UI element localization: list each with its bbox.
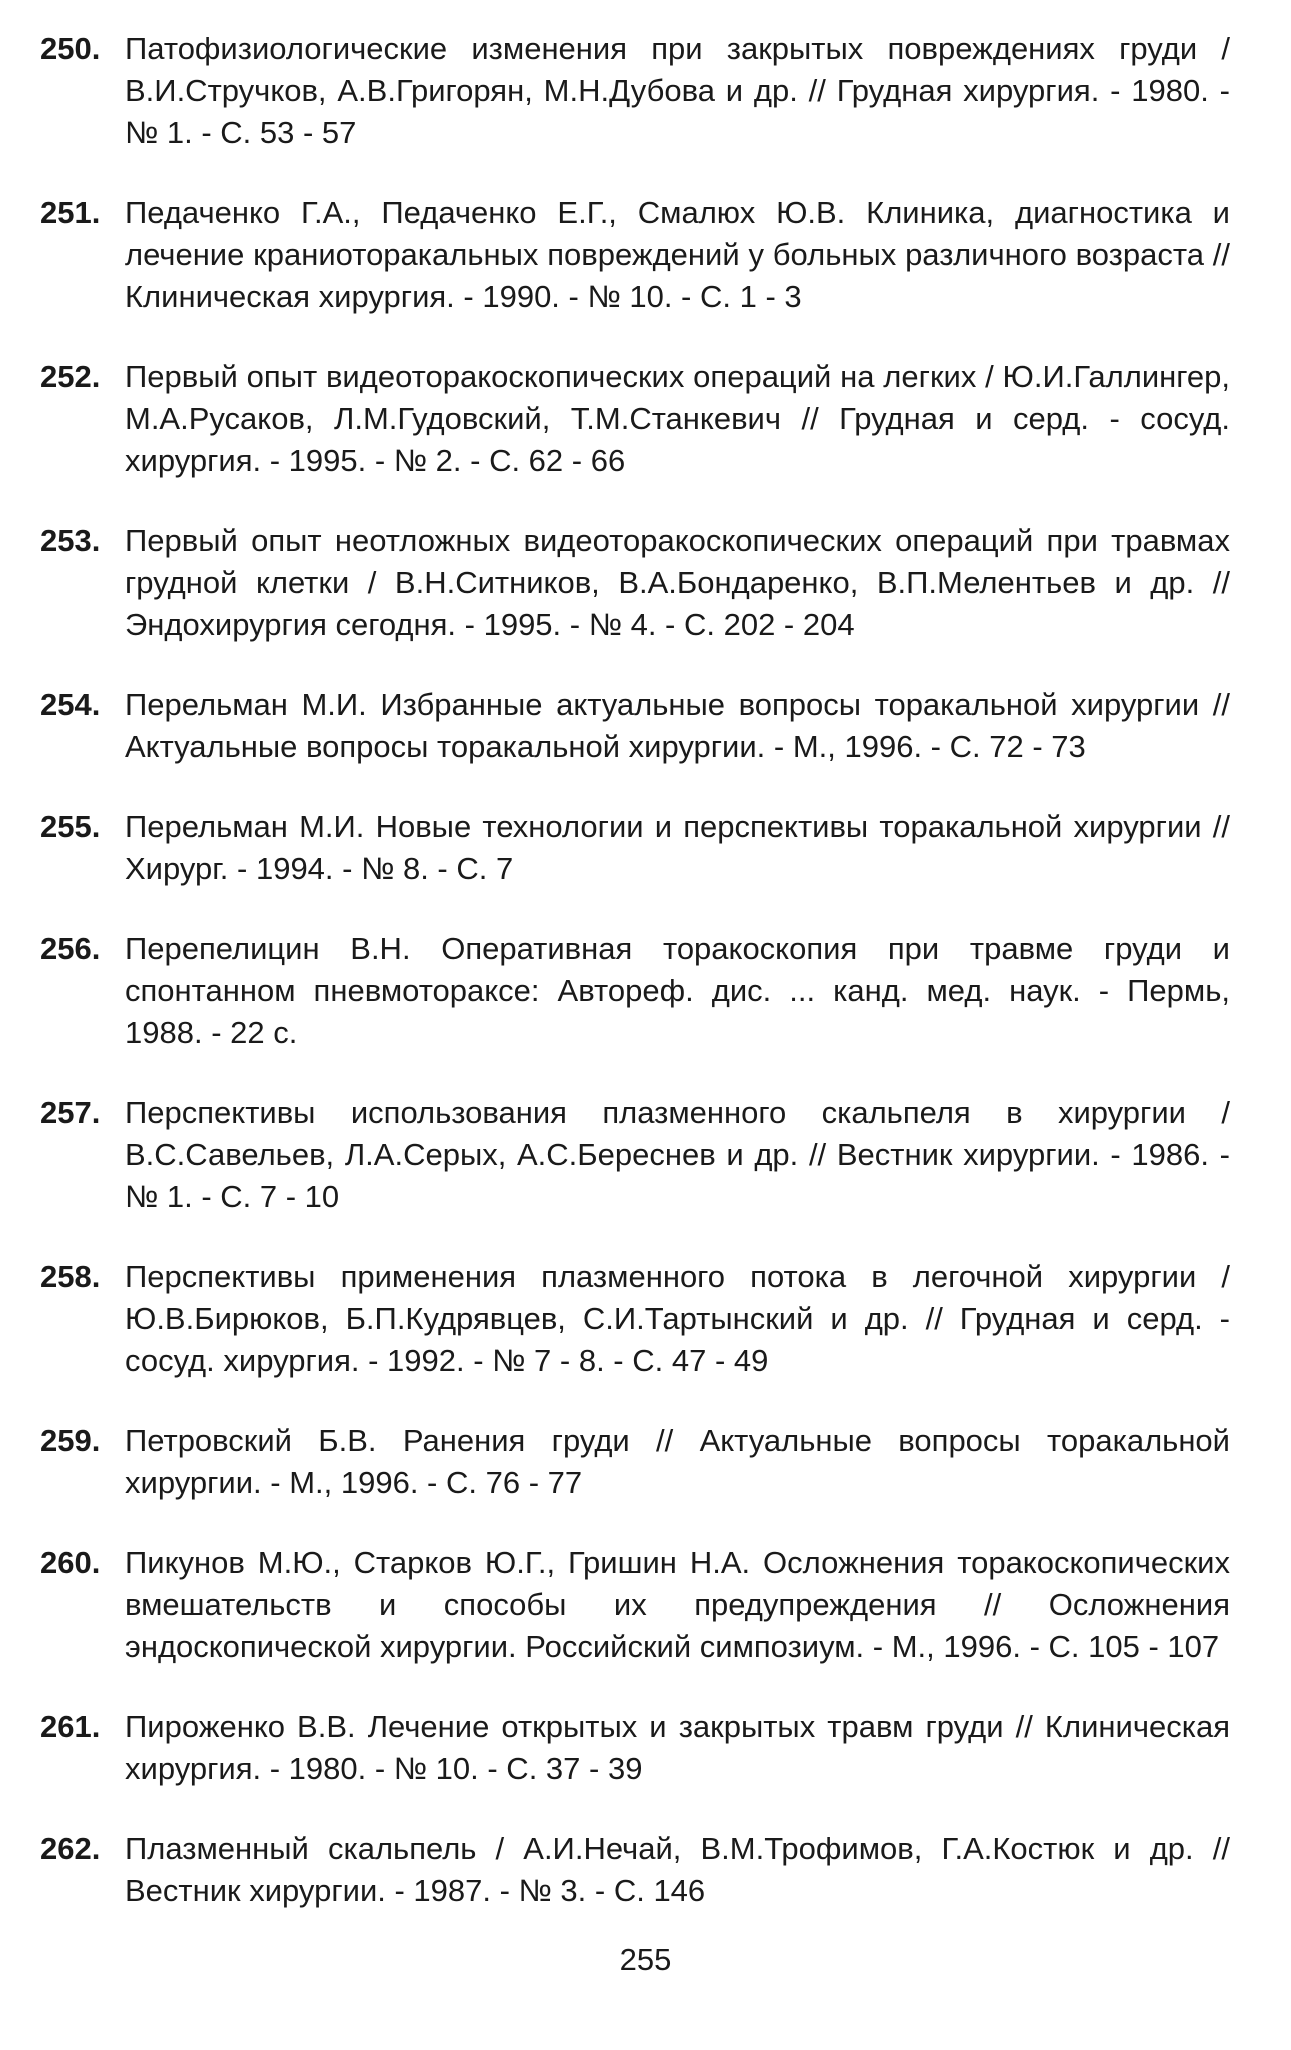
reference-text: Перельман М.И. Избранные актуальные вопросы торакальной хирургии // Актуальные вопросы торакальной хирургии. - М., 1996. - С. 72 - 73 — [125, 687, 1230, 764]
reference-number: 257. — [40, 1095, 101, 1130]
reference-entry — [40, 520, 1230, 646]
reference-entry — [40, 192, 1230, 318]
reference-text: Пироженко В.В. Лечение открытых и закрытых травм груди // Клиническая хирургия. - 1980. - № 10. - С. 37 - 39 — [125, 1709, 1230, 1786]
reference-number: 251. — [40, 195, 101, 230]
reference-entry — [40, 928, 1230, 1054]
reference-number: 258. — [40, 1259, 101, 1294]
reference-number: 252. — [40, 359, 101, 394]
reference-number: 254. — [40, 687, 101, 722]
page-number: 255 — [619, 1942, 672, 1977]
reference-entry — [40, 684, 1230, 768]
reference-list — [40, 28, 1230, 1912]
reference-text: Перспективы использования плазменного скальпеля в хирургии / В.С.Савельев, Л.А.Серых, А.С.Береснев и др. // Вестник хирургии. - 1986. - № 1. - С. 7 - 10 — [125, 1095, 1230, 1214]
reference-number: 253. — [40, 523, 101, 558]
reference-text: Патофизиологические изменения при закрытых повреждениях груди / В.И.Стручков, А.В.Григорян, М.Н.Дубова и др. // Грудная хирургия. - 1980. - № 1. - С. 53 - 57 — [125, 31, 1230, 150]
reference-number: 260. — [40, 1545, 101, 1580]
reference-text: Первый опыт видеоторакоскопических операций на легких / Ю.И.Галлингер, М.А.Русаков, Л.М.Гудовский, Т.М.Станкевич // Грудная и серд. - сосуд. хирургия. - 1995. - № 2. - С. 62 - 66 — [125, 359, 1230, 478]
reference-number: 255. — [40, 809, 101, 844]
reference-text: Пикунов М.Ю., Старков Ю.Г., Гришин Н.А. Осложнения торакоскопических вмешательств и способы их предупреждения // Осложнения эндоскопической хирургии. Российский симпозиум. - М., 1996. - С. 105 - 107 — [125, 1545, 1230, 1664]
reference-text: Первый опыт неотложных видеоторакоскопических операций при травмах грудной клетки / В.Н.Ситников, В.А.Бондаренко, В.П.Мелентьев и др. // Эндохирургия сегодня. - 1995. - № 4. - С. 202 - 204 — [125, 523, 1230, 642]
reference-entry — [40, 1092, 1230, 1218]
reference-entry — [40, 1542, 1230, 1668]
reference-text: Петровский Б.В. Ранения груди // Актуальные вопросы торакальной хирургии. - М., 1996. - С. 76 - 77 — [125, 1423, 1230, 1500]
reference-text: Перепелицин В.Н. Оперативная торакоскопия при травме груди и спонтанном пневмотораксе: Автореф. дис. ... канд. мед. наук. - Пермь, 1988. - 22 с. — [125, 931, 1230, 1050]
reference-number: 259. — [40, 1423, 101, 1458]
reference-entry — [40, 1420, 1230, 1504]
reference-entry — [40, 356, 1230, 482]
reference-number: 261. — [40, 1709, 101, 1744]
reference-entry — [40, 1256, 1230, 1382]
reference-number: 250. — [40, 31, 101, 66]
reference-text: Плазменный скальпель / А.И.Нечай, В.М.Трофимов, Г.А.Костюк и др. // Вестник хирургии. - 1987. - № 3. - С. 146 — [125, 1831, 1230, 1908]
reference-number: 256. — [40, 931, 101, 966]
reference-entry — [40, 28, 1230, 154]
reference-text: Перельман М.И. Новые технологии и перспективы торакальной хирургии // Хирург. - 1994. - № 8. - С. 7 — [125, 809, 1230, 886]
reference-text: Педаченко Г.А., Педаченко Е.Г., Смалюх Ю.В. Клиника, диагностика и лечение краниоторакальных повреждений у больных различного возраста // Клиническая хирургия. - 1990. - № 10. - С. 1 - 3 — [125, 195, 1230, 314]
reference-number: 262. — [40, 1831, 101, 1866]
reference-text: Перспективы применения плазменного потока в легочной хирургии / Ю.В.Бирюков, Б.П.Кудрявцев, С.И.Тартынский и др. // Грудная и серд. - сосуд. хирургия. - 1992. - № 7 - 8. - С. 47 - 49 — [125, 1259, 1230, 1378]
reference-entry — [40, 1706, 1230, 1790]
reference-entry — [40, 806, 1230, 890]
reference-entry — [40, 1828, 1230, 1912]
